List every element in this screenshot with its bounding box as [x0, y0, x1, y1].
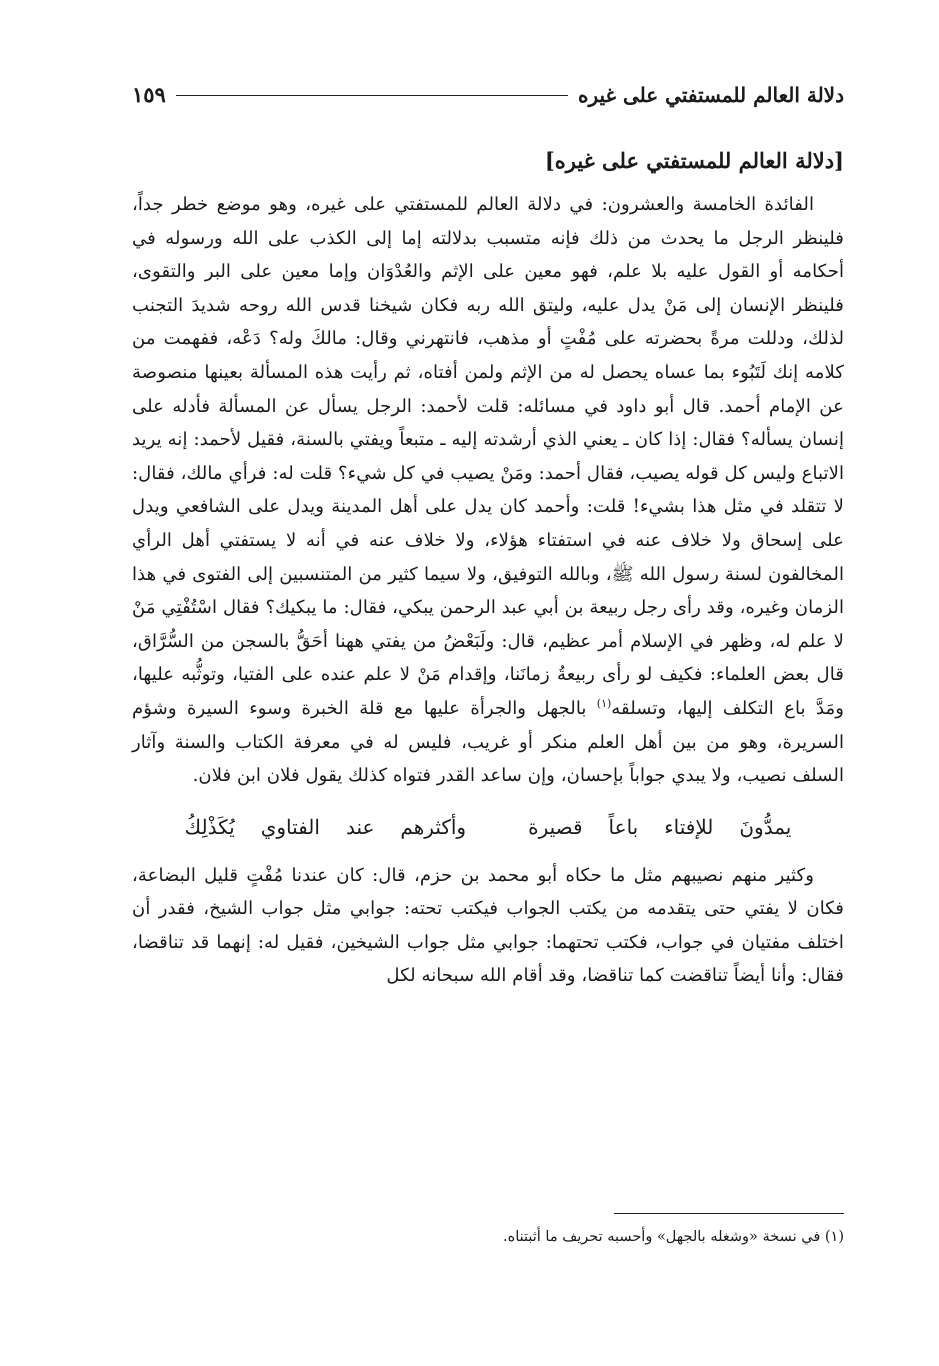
paragraph-2: وكثير منهم نصيبهم مثل ما حكاه أبو محمد بن حزم، قال: كان عندنا مُفْتٍ قليل البضاعة، فكان لا يفتي حتى يتقدمه من يكتب الجواب فيكتب تحته: جوابي مثل جواب الشيخ، فقدر أن اختلف مفتيان في جواب، فكتب تحتهما: جوابي مثل جواب الشيخين، فقيل له: إنهما قد تناقضا، فقال: وأنا أيضاً تناقضت كما تناقضا، وقد أقام الله سبحانه لكل	[132, 864, 844, 987]
running-header-title: دلالة العالم للمستفتي على غيره	[578, 83, 844, 107]
verse-word: يمدُّونَ	[739, 814, 792, 839]
paragraph-1	[132, 188, 844, 793]
paragraph-1-text-b: بالجهل والجرأة عليها مع قلة الخبرة وسوء السيرة وشؤم السريرة، وهو من بين أهل العلم منكر أو غريب، فليس له في معرفة الكتاب والسنة وآثار السلف نصيب، ولا يبدي جواباً بإحسان، وإن ساعد القدر فتواه كذلك يقول فلان ابن فلان.	[132, 697, 844, 787]
verse-word: للإفتاء	[664, 814, 714, 839]
footnote-reference: (١)	[596, 696, 612, 710]
book-page	[132, 82, 844, 993]
footnote-text: (١) في نسخة «وشغله بالجهل» وأحسبه تحريف ما أثبتناه.	[502, 1229, 844, 1245]
footnote-area	[132, 1213, 844, 1249]
verse-word: عند	[345, 814, 375, 839]
poetry-verse	[132, 809, 844, 845]
page-number: ١٥٩	[132, 82, 166, 107]
header-rule	[176, 95, 568, 96]
footnote-rule	[614, 1213, 844, 1214]
section-heading: [دلالة العالم للمستفتي على غيره]	[544, 148, 844, 173]
verse-word: وأكثرهم	[400, 814, 467, 839]
verse-gap	[492, 809, 502, 845]
verse-word: باعاً	[608, 814, 639, 839]
verse-word: قصيرة	[528, 814, 583, 839]
verse-word: الفتاوي	[260, 814, 320, 839]
running-header	[132, 82, 844, 124]
paragraph-1-text-a: الفائدة الخامسة والعشرون: في دلالة العالم للمستفتي على غيره، وهو موضع خطر جداً، فلينظر الرجل ما يحدث من ذلك فإنه متسبب بدلالته إما إلى الكذب على الله ورسوله في أحكامه أو القول عليه بلا علم، فهو معين على الإثم والعُدْوَان وإما معين على البر والتقوى، فلينظر الإنسان إلى مَنْ يدل عليه، وليتق الله ربه فكان شيخنا قدس الله روحه شديدَ التجنب لذلك، ودللت مرةً بحضرته على مُفْتٍ أو مذهب، فانتهرني وقال: مالكَ وله؟ دَعْه، ففهمت من كلامه إنك لَتَبُوء بما عساه يحصل له من الإثم ولمن أفتاه، ثم رأيت هذه المسألة بعينها منصوصة عن الإمام أحمد. قال أبو داود في مسائله: قلت لأحمد: الرجل يسأل عن المسألة فأدله على إنسان يسأله؟ فقال: إذا كان ـ يعني الذي أرشدته إليه ـ متبعاً ويفتي بالسنة، فقيل لأحمد: إنه يريد الاتباع وليس كل قوله يصيب، فقال أحمد: ومَنْ يصيب في كل شيء؟ قلت له: فرأي مالك، فقال: لا تتقلد في مثل هذا بشيء! قلت: وأحمد كان يدل على أهل المدينة ويدل على الشافعي ويدل على إسحاق ولا خلاف عنه في استفتاء هؤلاء، ولا خلاف عنه في أنه لا يستفتي أهل الرأي المخالفون لسنة رسول الله ﷺ، وبالله التوفيق، ولا سيما كثير من المتنسبين إلى الفتوى في هذا الزمان وغيره، وقد رأى رجل ربيعة بن أبي عبد الرحمن يبكي، فقال: ما يبكيك؟ فقال اسْتُفْتِي مَنْ لا علم له، وظهر في الإسلام أمر عظيم، قال: ولَبَعْضُ من يفتي ههنا أحَقُّ بالسجن من السُّرَّاق، قال بعض العلماء: فكيف لو رأى ربيعةُ زمانَنا، وإقدام مَنْ لا علم عنده على الفتيا، وتوثُّبه عليها، ومَدَّ باع التكلف إليها، وتسلقه	[132, 194, 845, 719]
verse-word: يُكَذْلِكُ	[184, 814, 235, 839]
